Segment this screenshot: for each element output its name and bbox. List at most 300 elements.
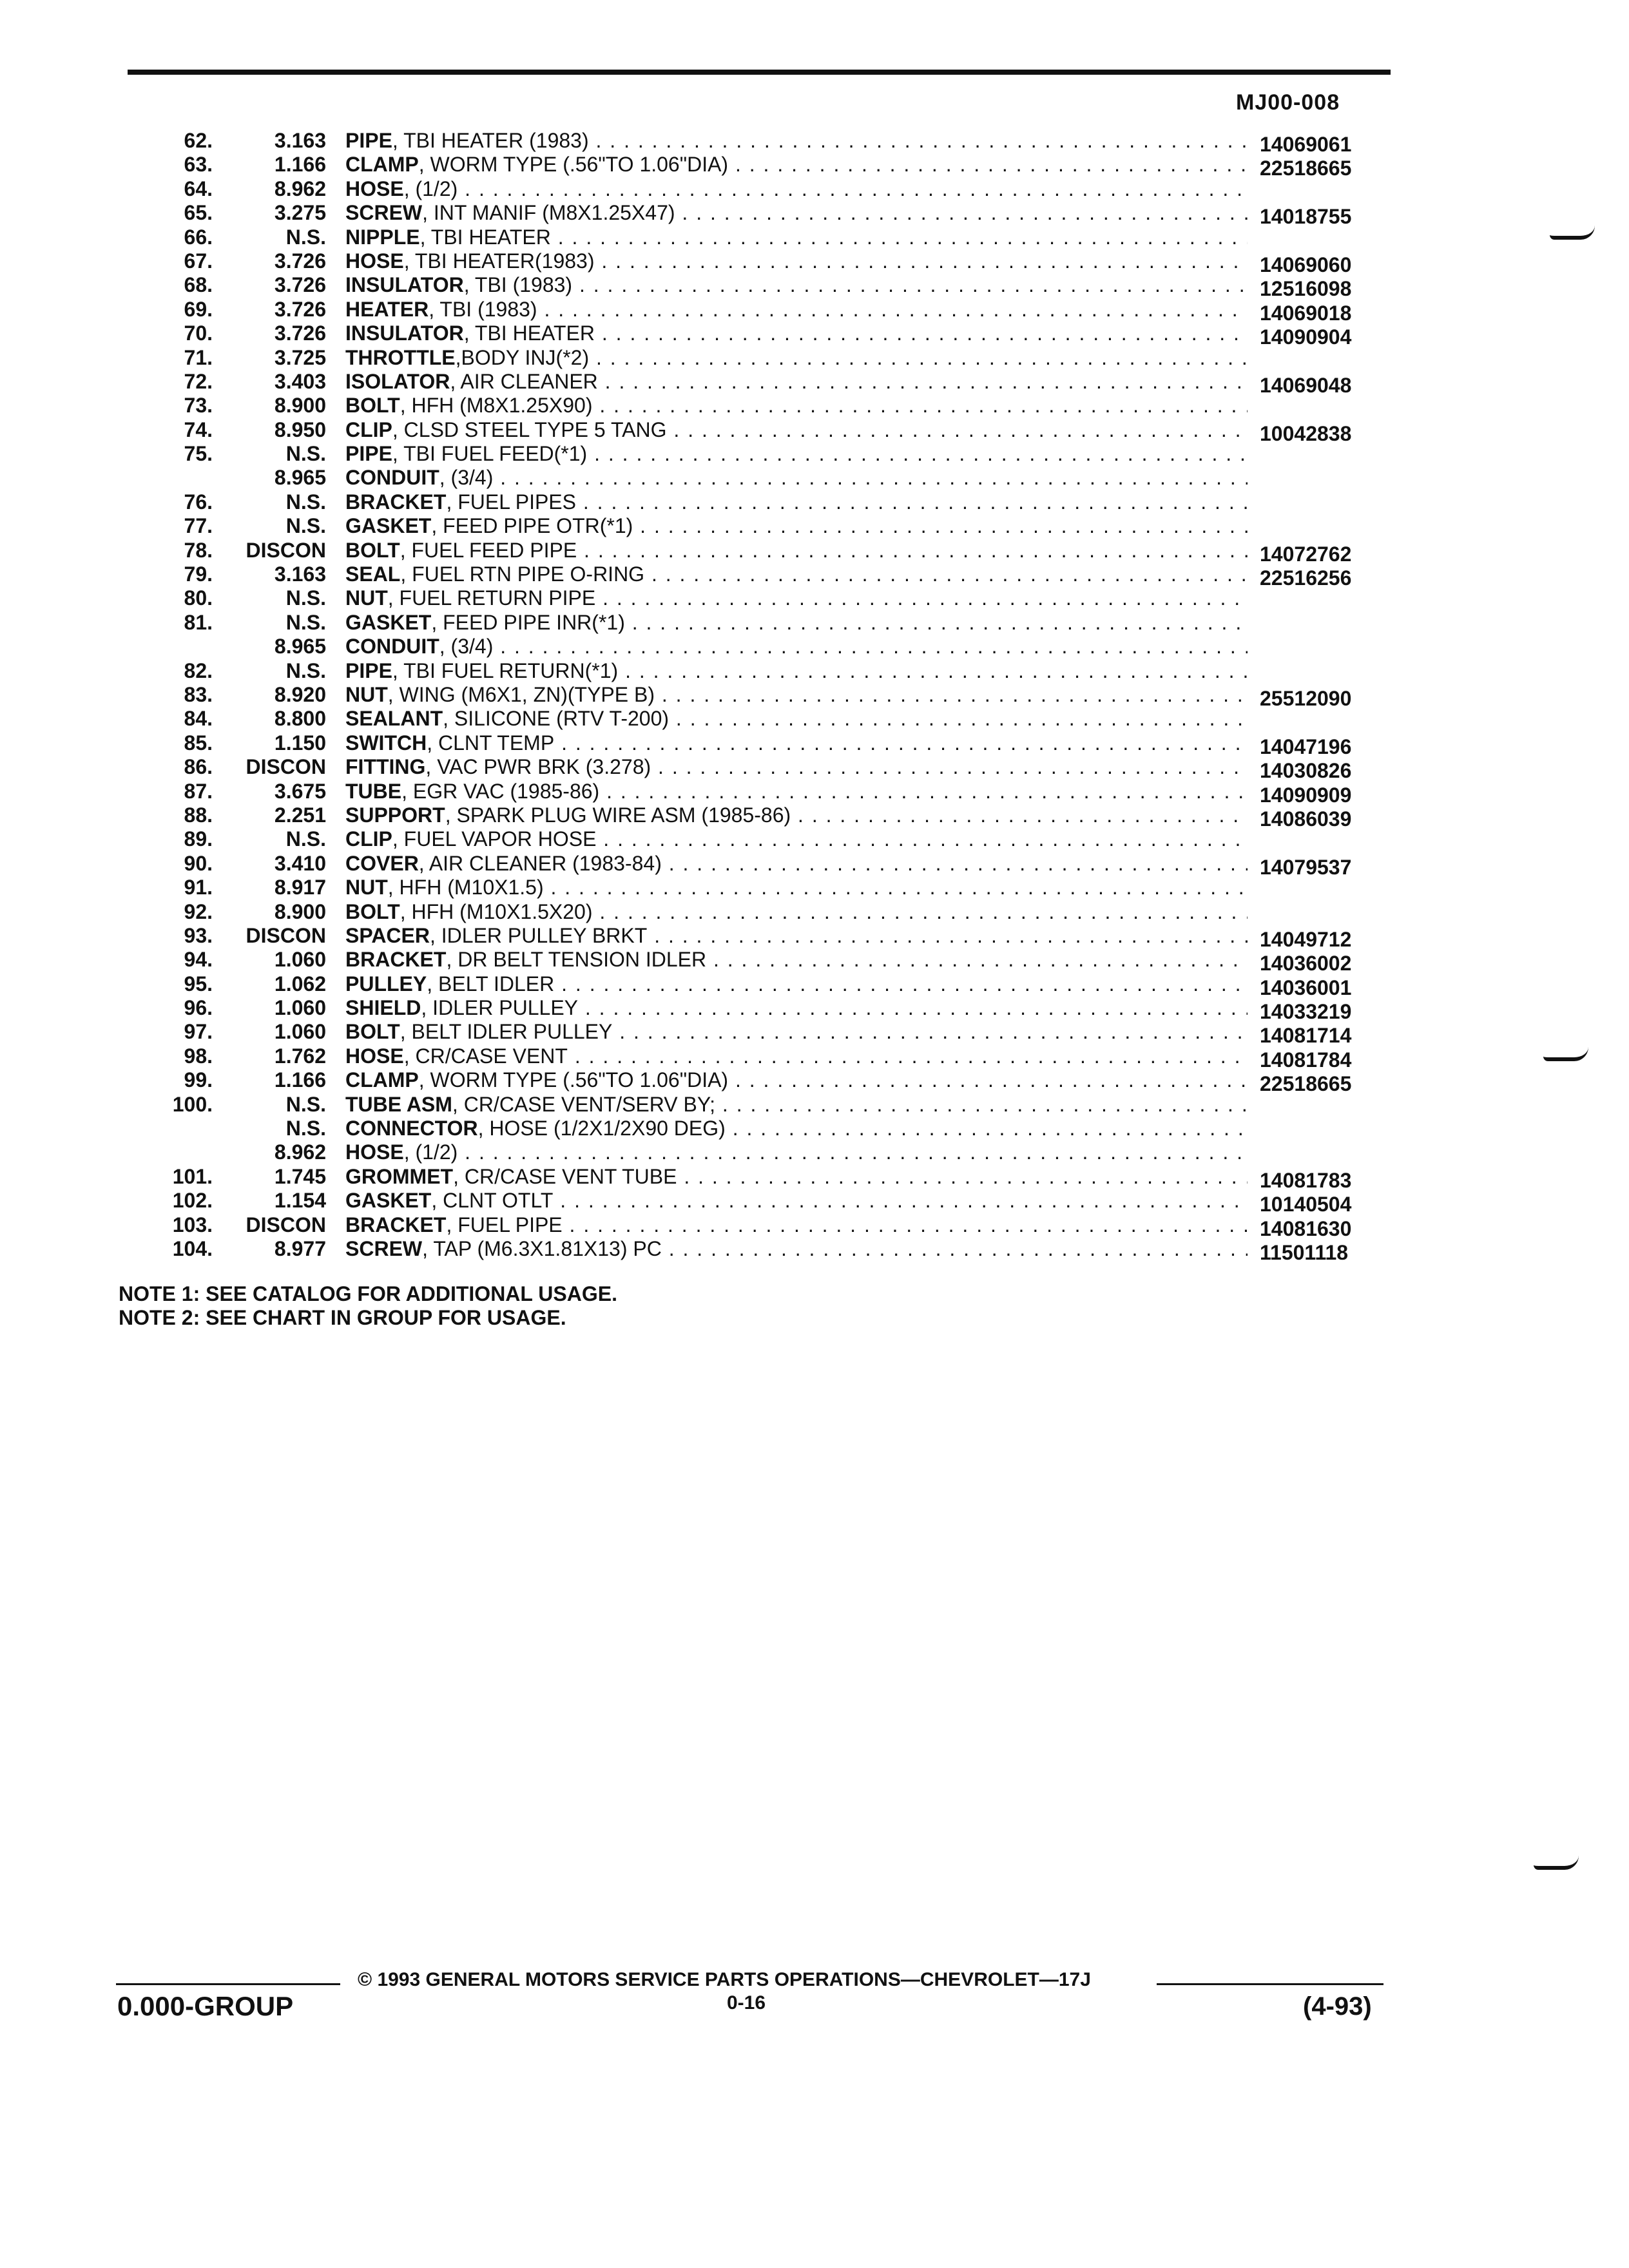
part-row (0, 876, 1629, 899)
part-description (345, 611, 1248, 635)
part-description (345, 659, 1248, 683)
item-number: 63. (184, 153, 213, 177)
part-name: SWITCH (345, 731, 427, 754)
part-name: BOLT (345, 394, 400, 418)
item-number: 99. (184, 1068, 213, 1092)
part-detail: , CR/CASE VENT TUBE . . . (453, 1165, 1248, 1188)
part-row (0, 827, 1629, 851)
part-name: GROMMET (345, 1164, 454, 1188)
group-number: 2.251 (274, 803, 326, 827)
part-description (345, 1213, 1248, 1237)
part-name: CLIP (345, 827, 392, 851)
item-number: 67. (184, 249, 213, 273)
group-number: 3.410 (274, 851, 326, 875)
part-number: 14090904 (1260, 325, 1352, 349)
item-number: 90. (184, 851, 213, 875)
part-detail: , FUEL FEED PIPE . . . (400, 539, 1248, 562)
part-name: HEATER (345, 297, 429, 321)
part-description (345, 153, 1248, 177)
part-number: 10140504 (1260, 1193, 1352, 1216)
group-number: 8.900 (274, 899, 326, 923)
item-number: 84. (184, 707, 213, 731)
part-name: SEAL (345, 562, 401, 586)
group-number: 8.962 (274, 1140, 326, 1164)
item-number: 74. (184, 418, 213, 441)
part-row (0, 900, 1629, 924)
binder-hole-mark (1543, 1047, 1588, 1061)
part-name: CONDUIT (345, 635, 439, 658)
group-number: 1.166 (274, 1068, 326, 1092)
part-row (0, 1117, 1629, 1140)
part-number: 14081630 (1260, 1216, 1352, 1240)
part-number: 14072762 (1260, 542, 1352, 566)
group-number: 3.726 (274, 297, 326, 321)
part-row (0, 611, 1629, 635)
item-number: 103. (172, 1213, 213, 1236)
part-name: SCREW (345, 1236, 423, 1260)
item-number: 77. (184, 514, 213, 538)
group-number: 8.900 (274, 394, 326, 418)
group-number: 3.275 (274, 201, 326, 225)
part-description (345, 1237, 1248, 1261)
part-description (345, 1068, 1248, 1092)
part-description (345, 827, 1248, 851)
part-name: SPACER (345, 923, 430, 947)
part-description (345, 876, 1248, 899)
group-number: 1.166 (274, 153, 326, 177)
part-detail: , HFH (M10X1.5X20) . . . (400, 900, 1248, 923)
group-number: 3.403 (274, 369, 326, 393)
group-number: 1.745 (274, 1164, 326, 1188)
part-detail: , CLSD STEEL TYPE 5 TANG . . . (392, 418, 1248, 441)
item-number: 93. (184, 923, 213, 947)
group-number: 1.060 (274, 996, 326, 1020)
part-row (0, 803, 1629, 831)
document-code: MJ00-008 (1236, 90, 1340, 115)
part-description (345, 129, 1248, 153)
part-name: NUT (345, 586, 388, 610)
part-name: ISOLATOR (345, 369, 450, 393)
part-row (0, 226, 1629, 249)
item-number: 91. (184, 876, 213, 899)
part-row (0, 779, 1629, 807)
part-description (345, 1189, 1248, 1213)
top-rule (128, 70, 1391, 75)
part-name: BRACKET (345, 948, 447, 972)
part-row (0, 731, 1629, 758)
part-row (0, 153, 1629, 180)
part-detail: , AIR CLEANER . . . (450, 370, 1248, 393)
part-number: 14030826 (1260, 759, 1352, 783)
item-number: 94. (184, 948, 213, 972)
part-number: 22516256 (1260, 566, 1352, 590)
group-number: 3.675 (274, 779, 326, 803)
part-row (0, 273, 1629, 301)
part-description (345, 803, 1248, 827)
part-description (345, 1117, 1248, 1140)
part-row (0, 442, 1629, 466)
part-detail: , WING (M6X1, ZN)(TYPE B) . . . (388, 683, 1248, 706)
part-name: HOSE (345, 1044, 404, 1068)
part-row (0, 1236, 1629, 1264)
part-number: 25512090 (1260, 686, 1352, 710)
part-detail: , TBI FUEL FEED(*1) . . . (392, 442, 1248, 465)
part-row (0, 707, 1629, 731)
group-number: 1.150 (274, 731, 326, 754)
part-number: 14081783 (1260, 1168, 1352, 1192)
part-detail: , (1/2) . . . (404, 1140, 1248, 1164)
part-name: CONDUIT (345, 466, 439, 490)
part-number: 14079537 (1260, 855, 1352, 879)
group-number: N.S. (285, 610, 326, 634)
part-description (345, 442, 1248, 466)
part-description (345, 852, 1248, 876)
group-number: 8.977 (274, 1236, 326, 1260)
item-number: 92. (184, 899, 213, 923)
part-detail: , CLNT OTLT . . . (431, 1189, 1248, 1212)
part-row (0, 972, 1629, 999)
part-detail: , CR/CASE VENT/SERV BY; . . . (452, 1093, 1248, 1116)
part-description (345, 370, 1248, 394)
part-number: 14086039 (1260, 807, 1352, 831)
group-number: N.S. (285, 1117, 326, 1140)
group-number: DISCON (246, 755, 326, 779)
part-row (0, 369, 1629, 397)
part-name: SEALANT (345, 707, 443, 731)
item-number: 87. (184, 779, 213, 803)
part-name: BOLT (345, 899, 400, 923)
part-name: CONNECTOR (345, 1117, 478, 1140)
part-detail: , TBI (1983) . . . (429, 298, 1248, 321)
footer-rule-right (1157, 1983, 1383, 1985)
part-detail: , BELT IDLER . . . (427, 972, 1248, 995)
part-row (0, 514, 1629, 538)
group-number: N.S. (285, 490, 326, 514)
item-number: 76. (184, 490, 213, 514)
part-description (345, 346, 1248, 370)
footer-rule-left (116, 1983, 340, 1985)
item-number: 68. (184, 273, 213, 297)
part-name: BRACKET (345, 1213, 447, 1236)
part-name: NUT (345, 876, 388, 899)
part-detail: , INT MANIF (M8X1.25X47) . . . (422, 201, 1248, 224)
part-description (345, 586, 1248, 610)
part-detail: , SPARK PLUG WIRE ASM (1985-86) . . . (445, 803, 1248, 827)
part-name: BOLT (345, 538, 400, 562)
part-name: GASKET (345, 610, 432, 634)
part-name: SCREW (345, 201, 423, 225)
part-description (345, 731, 1248, 755)
part-description (345, 924, 1248, 948)
part-detail: , TBI HEATER(1983) . . . (404, 249, 1248, 273)
part-number: 14033219 (1260, 1000, 1352, 1024)
part-row (0, 851, 1629, 879)
part-row (0, 996, 1629, 1024)
part-row (0, 1213, 1629, 1240)
part-name: GASKET (345, 514, 432, 538)
item-number: 101. (172, 1164, 213, 1188)
part-number: 14081714 (1260, 1024, 1352, 1048)
group-number: 3.726 (274, 322, 326, 345)
note-2: NOTE 2: SEE CHART IN GROUP FOR USAGE. (119, 1306, 566, 1329)
part-detail: , EGR VAC (1985-86) . . . (401, 780, 1248, 803)
item-number: 85. (184, 731, 213, 754)
part-name: BRACKET (345, 490, 447, 514)
part-description (345, 1044, 1248, 1068)
group-number: 8.800 (274, 707, 326, 731)
part-name: HOSE (345, 1140, 404, 1164)
part-description (345, 514, 1248, 538)
group-number: 8.917 (274, 876, 326, 899)
part-number: 22518665 (1260, 1072, 1352, 1096)
part-name: PULLEY (345, 972, 427, 995)
item-number: 71. (184, 345, 213, 369)
part-row (0, 394, 1629, 418)
part-description (345, 755, 1248, 779)
group-number: 3.726 (274, 249, 326, 273)
group-number: 1.060 (274, 1020, 326, 1044)
item-number: 65. (184, 201, 213, 225)
part-number: 14069060 (1260, 253, 1352, 276)
part-description (345, 900, 1248, 924)
part-detail: , TBI FUEL RETURN(*1) . . . (392, 659, 1248, 682)
part-detail: , IDLER PULLEY . . . (421, 996, 1248, 1019)
item-number: 73. (184, 394, 213, 418)
part-name: PIPE (345, 658, 392, 682)
part-detail: , IDLER PULLEY BRKT . . . (430, 924, 1248, 947)
part-description (345, 249, 1248, 273)
item-number: 72. (184, 369, 213, 393)
part-description (345, 490, 1248, 514)
part-detail: , TAP (M6.3X1.81X13) PC . . . (422, 1237, 1248, 1260)
part-number: 14081784 (1260, 1048, 1352, 1072)
item-number: 86. (184, 755, 213, 779)
part-description (345, 1140, 1248, 1164)
part-name: SUPPORT (345, 803, 445, 827)
group-number: 1.062 (274, 972, 326, 995)
part-row (0, 538, 1629, 566)
part-name: CLAMP (345, 1068, 419, 1092)
item-number: 82. (184, 658, 213, 682)
part-detail: , FUEL PIPE . . . (446, 1213, 1248, 1236)
part-detail: , TBI (1983) . . . (464, 273, 1248, 296)
part-number: 14036001 (1260, 975, 1352, 999)
part-row (0, 490, 1629, 514)
item-number: 62. (184, 129, 213, 152)
part-detail: , FEED PIPE OTR(*1) . . . (431, 514, 1248, 537)
part-description (345, 298, 1248, 322)
item-number: 81. (184, 610, 213, 634)
part-description (345, 1165, 1248, 1189)
group-number: N.S. (285, 514, 326, 538)
item-number: 100. (172, 1092, 213, 1116)
part-row (0, 1093, 1629, 1117)
part-row (0, 1164, 1629, 1192)
group-number: 8.965 (274, 635, 326, 658)
item-number: 80. (184, 586, 213, 610)
item-number: 98. (184, 1044, 213, 1068)
group-number: N.S. (285, 442, 326, 466)
part-row (0, 249, 1629, 276)
part-name: INSULATOR (345, 273, 464, 297)
group-number: N.S. (285, 225, 326, 249)
part-detail: , HFH (M8X1.25X90) . . . (400, 394, 1248, 417)
part-name: INSULATOR (345, 322, 464, 345)
item-number: 96. (184, 996, 213, 1020)
part-description (345, 683, 1248, 707)
part-name: COVER (345, 851, 419, 875)
note-1: NOTE 1: SEE CATALOG FOR ADDITIONAL USAGE. (119, 1282, 617, 1305)
part-detail: , DR BELT TENSION IDLER . . . (446, 948, 1248, 971)
part-detail: , AIR CLEANER (1983-84) . . . (419, 852, 1248, 875)
part-name: TUBE ASM (345, 1092, 452, 1116)
group-number: 8.962 (274, 177, 326, 200)
part-detail: , WORM TYPE (.56"TO 1.06"DIA) . . . (419, 153, 1248, 176)
group-number: 3.725 (274, 345, 326, 369)
part-name: BOLT (345, 1020, 400, 1044)
part-detail: , FUEL PIPES . . . (446, 490, 1248, 514)
footer-copyright: © 1993 GENERAL MOTORS SERVICE PARTS OPERATIONS—CHEVROLET—17J (358, 1969, 1091, 1990)
part-detail: , (3/4) . . . (439, 466, 1248, 489)
item-number: 102. (172, 1189, 213, 1213)
item-number: 89. (184, 827, 213, 851)
part-row (0, 466, 1629, 490)
part-number: 14069018 (1260, 301, 1352, 325)
part-number: 14069048 (1260, 373, 1352, 397)
group-number: 8.965 (274, 466, 326, 490)
footer-page-number: 0-16 (727, 1992, 766, 2013)
part-row (0, 586, 1629, 610)
part-detail: , TBI HEATER (1983) . . . (392, 129, 1248, 152)
group-number: N.S. (285, 586, 326, 610)
part-name: TUBE (345, 779, 402, 803)
item-number: 75. (184, 442, 213, 466)
part-description (345, 394, 1248, 418)
part-row (0, 1068, 1629, 1096)
group-number: N.S. (285, 827, 326, 851)
item-number: 66. (184, 225, 213, 249)
part-row (0, 1020, 1629, 1048)
part-description (345, 972, 1248, 996)
part-detail: , BELT IDLER PULLEY . . . (400, 1020, 1248, 1043)
part-row (0, 682, 1629, 710)
item-number: 88. (184, 803, 213, 827)
footer-date: (4-93) (1303, 1992, 1372, 2021)
part-number: 14090909 (1260, 783, 1352, 807)
part-name: GASKET (345, 1189, 432, 1213)
part-name: PIPE (345, 129, 392, 152)
item-number: 104. (172, 1236, 213, 1260)
part-description (345, 1093, 1248, 1117)
part-name: FITTING (345, 755, 426, 779)
part-description (345, 562, 1248, 586)
part-row (0, 418, 1629, 445)
part-row (0, 659, 1629, 683)
part-number: 14069061 (1260, 133, 1352, 156)
group-number: 1.762 (274, 1044, 326, 1068)
group-number: DISCON (246, 923, 326, 947)
group-number: 8.920 (274, 682, 326, 706)
part-detail: , TBI HEATER . . . (464, 322, 1248, 345)
part-number: 10042838 (1260, 421, 1352, 445)
group-number: 3.163 (274, 129, 326, 152)
part-description (345, 948, 1248, 972)
group-number: 3.163 (274, 562, 326, 586)
item-number: 64. (184, 177, 213, 200)
part-name: CLIP (345, 418, 392, 441)
part-description (345, 418, 1248, 442)
part-detail: , (3/4) . . . (439, 635, 1248, 658)
part-detail: , (1/2) . . . (404, 177, 1248, 200)
item-number: 69. (184, 297, 213, 321)
part-detail: , HFH (M10X1.5) . . . (388, 876, 1248, 899)
footer-group-label: 0.000-GROUP (117, 1991, 294, 2021)
item-number: 95. (184, 972, 213, 995)
part-detail: , FUEL RTN PIPE O-RING . . . (400, 562, 1248, 586)
part-number: 14049712 (1260, 927, 1352, 951)
part-row (0, 948, 1629, 975)
part-name: NUT (345, 682, 388, 706)
group-number: 1.060 (274, 948, 326, 972)
binder-hole-mark (1550, 226, 1595, 240)
part-row (0, 635, 1629, 658)
item-number: 78. (184, 538, 213, 562)
part-description (345, 1020, 1248, 1044)
part-number: 11501118 (1260, 1240, 1349, 1264)
part-name: NIPPLE (345, 225, 420, 249)
part-description (345, 177, 1248, 201)
part-name: THROTTLE (345, 345, 456, 369)
part-detail: , CLNT TEMP . . . (427, 731, 1248, 754)
binder-hole-mark (1534, 1856, 1579, 1870)
part-description (345, 635, 1248, 658)
part-description (345, 201, 1248, 225)
part-row (0, 201, 1629, 229)
item-number: 79. (184, 562, 213, 586)
part-detail: , TBI HEATER . . . (420, 226, 1248, 249)
group-number: 1.154 (274, 1189, 326, 1213)
part-name: CLAMP (345, 153, 419, 177)
part-detail: , FUEL RETURN PIPE . . . (388, 586, 1248, 610)
part-number: 12516098 (1260, 277, 1352, 301)
part-number: 14047196 (1260, 735, 1352, 758)
item-number: 83. (184, 682, 213, 706)
item-number: 70. (184, 322, 213, 345)
part-description (345, 780, 1248, 803)
item-number: 97. (184, 1020, 213, 1044)
part-number: 14036002 (1260, 952, 1352, 975)
part-detail: , WORM TYPE (.56"TO 1.06"DIA) . . . (419, 1068, 1248, 1091)
group-number: N.S. (285, 1092, 326, 1116)
part-row (0, 129, 1629, 156)
part-detail: , SILICONE (RTV T-200) . . . (443, 707, 1248, 730)
part-name: SHIELD (345, 996, 421, 1020)
part-detail: , FUEL VAPOR HOSE . . . (392, 827, 1248, 850)
group-number: DISCON (246, 538, 326, 562)
group-number: N.S. (285, 658, 326, 682)
part-description (345, 226, 1248, 249)
part-number: 14018755 (1260, 205, 1352, 229)
part-detail: ,BODY INJ(*2) . . . (456, 346, 1248, 369)
part-row (0, 1189, 1629, 1216)
group-number: 8.950 (274, 418, 326, 441)
group-number: 3.726 (274, 273, 326, 297)
part-row (0, 177, 1629, 201)
part-detail: , CR/CASE VENT . . . (404, 1044, 1248, 1068)
part-name: HOSE (345, 177, 404, 200)
notes-section (119, 1282, 617, 1330)
part-detail: , FEED PIPE INR(*1) . . . (431, 611, 1248, 634)
